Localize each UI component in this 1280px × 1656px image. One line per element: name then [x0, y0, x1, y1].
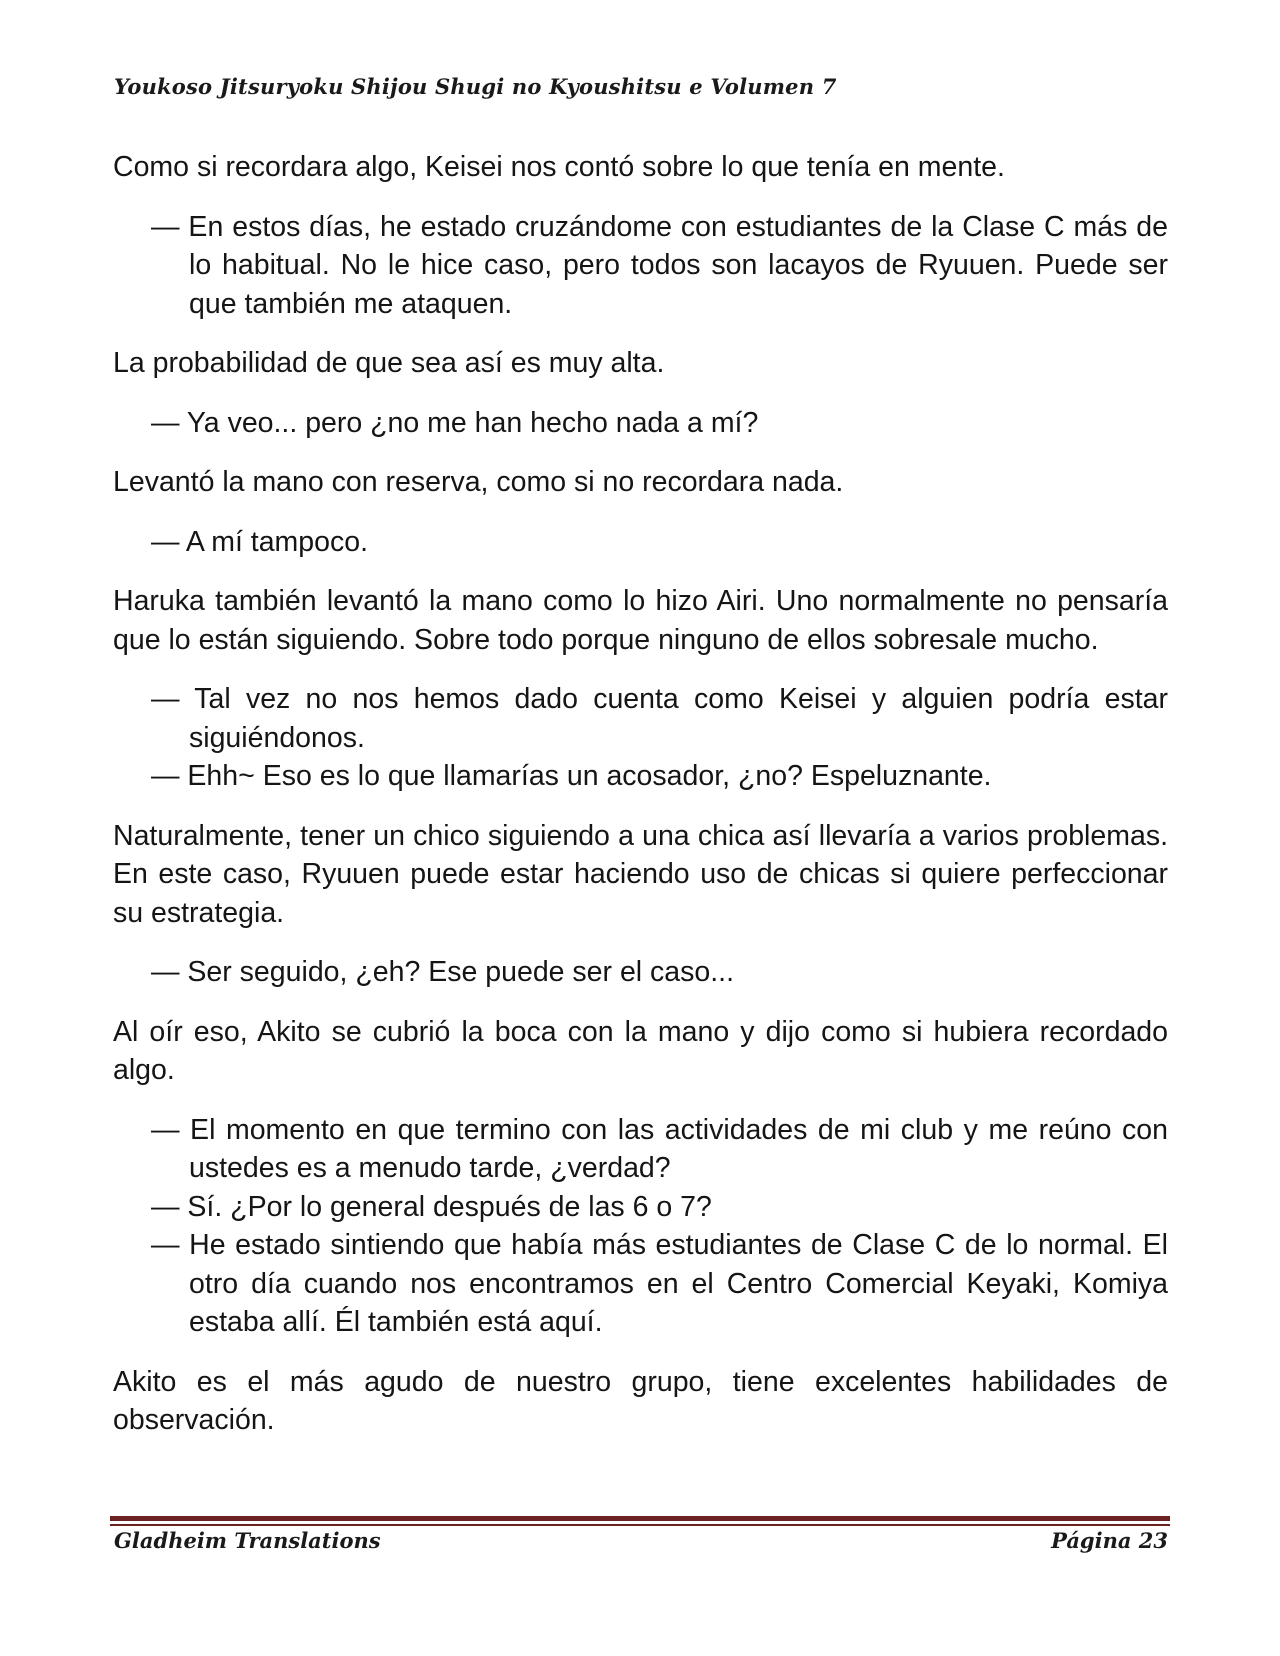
dialogue-group	[113, 953, 1168, 992]
narration-paragraph: Levantó la mano con reserva, como si no recordara nada.	[113, 466, 844, 498]
header-title: Youkoso Jitsuryoku Shijou Shugi no Kyoushitsu e Volumen 7	[114, 74, 837, 99]
dialogue-line: — Ser seguido, ¿eh? Ese puede ser el caso...	[151, 956, 734, 988]
narration-paragraph: Naturalmente, tener un chico siguiendo a una chica así llevaría a varios problemas. En este caso, Ryuuen puede estar haciendo uso de chicas si quiere perfeccionar su estrategia.	[113, 819, 1168, 929]
footer-credit: Gladheim Translations	[114, 1528, 381, 1553]
body-text	[113, 148, 1168, 1461]
narration-paragraph: Como si recordara algo, Keisei nos contó sobre lo que tenía en mente.	[113, 151, 1005, 183]
page-number: Página 23	[1051, 1528, 1168, 1553]
dialogue-group	[113, 208, 1168, 324]
dialogue-line: — He estado sintiendo que había más estudiantes de Clase C de lo normal. El otro día cuando nos encontramos en el Centro Comercial Keyaki, Komiya estaba allí. Él también está aquí.	[151, 1229, 1168, 1338]
dialogue-group	[113, 680, 1168, 796]
dialogue-line: — En estos días, he estado cruzándome con estudiantes de la Clase C más de lo habitual. No le hice caso, pero todos son lacayos de Ryuuen. Puede ser que también me ataquen.	[151, 210, 1168, 320]
narration-paragraph: Akito es el más agudo de nuestro grupo, tiene excelentes habilidades de observación.	[113, 1365, 1168, 1436]
dialogue-line: — El momento en que termino con las actividades de mi club y me reúno con ustedes es a menudo tarde, ¿verdad?	[151, 1113, 1168, 1184]
narration-paragraph: Al oír eso, Akito se cubrió la boca con la mano y dijo como si hubiera recordado algo.	[113, 1015, 1168, 1086]
dialogue-line: — A mí tampoco.	[151, 525, 369, 558]
dialogue-group	[113, 1111, 1168, 1342]
dialogue-group	[113, 404, 1168, 443]
dialogue-group	[113, 523, 1168, 562]
dialogue-line: — Tal vez no nos hemos dado cuenta como Keisei y alguien podría estar siguiéndonos.	[151, 683, 1168, 754]
dialogue-line: — Ya veo... pero ¿no me han hecho nada a mí?	[151, 406, 759, 439]
dialogue-line: — Ehh~ Eso es lo que llamarías un acosador, ¿no? Espeluznante.	[151, 760, 992, 792]
narration-paragraph: La probabilidad de que sea así es muy alta.	[113, 347, 665, 379]
footer-rule-thin	[110, 1524, 1170, 1526]
narration-paragraph: Haruka también levantó la mano como lo hizo Airi. Uno normalmente no pensaría que lo están siguiendo. Sobre todo porque ninguno de ellos sobresale mucho.	[113, 585, 1168, 656]
footer-rule	[110, 1516, 1170, 1521]
dialogue-line: — Sí. ¿Por lo general después de las 6 o 7?	[151, 1190, 712, 1223]
